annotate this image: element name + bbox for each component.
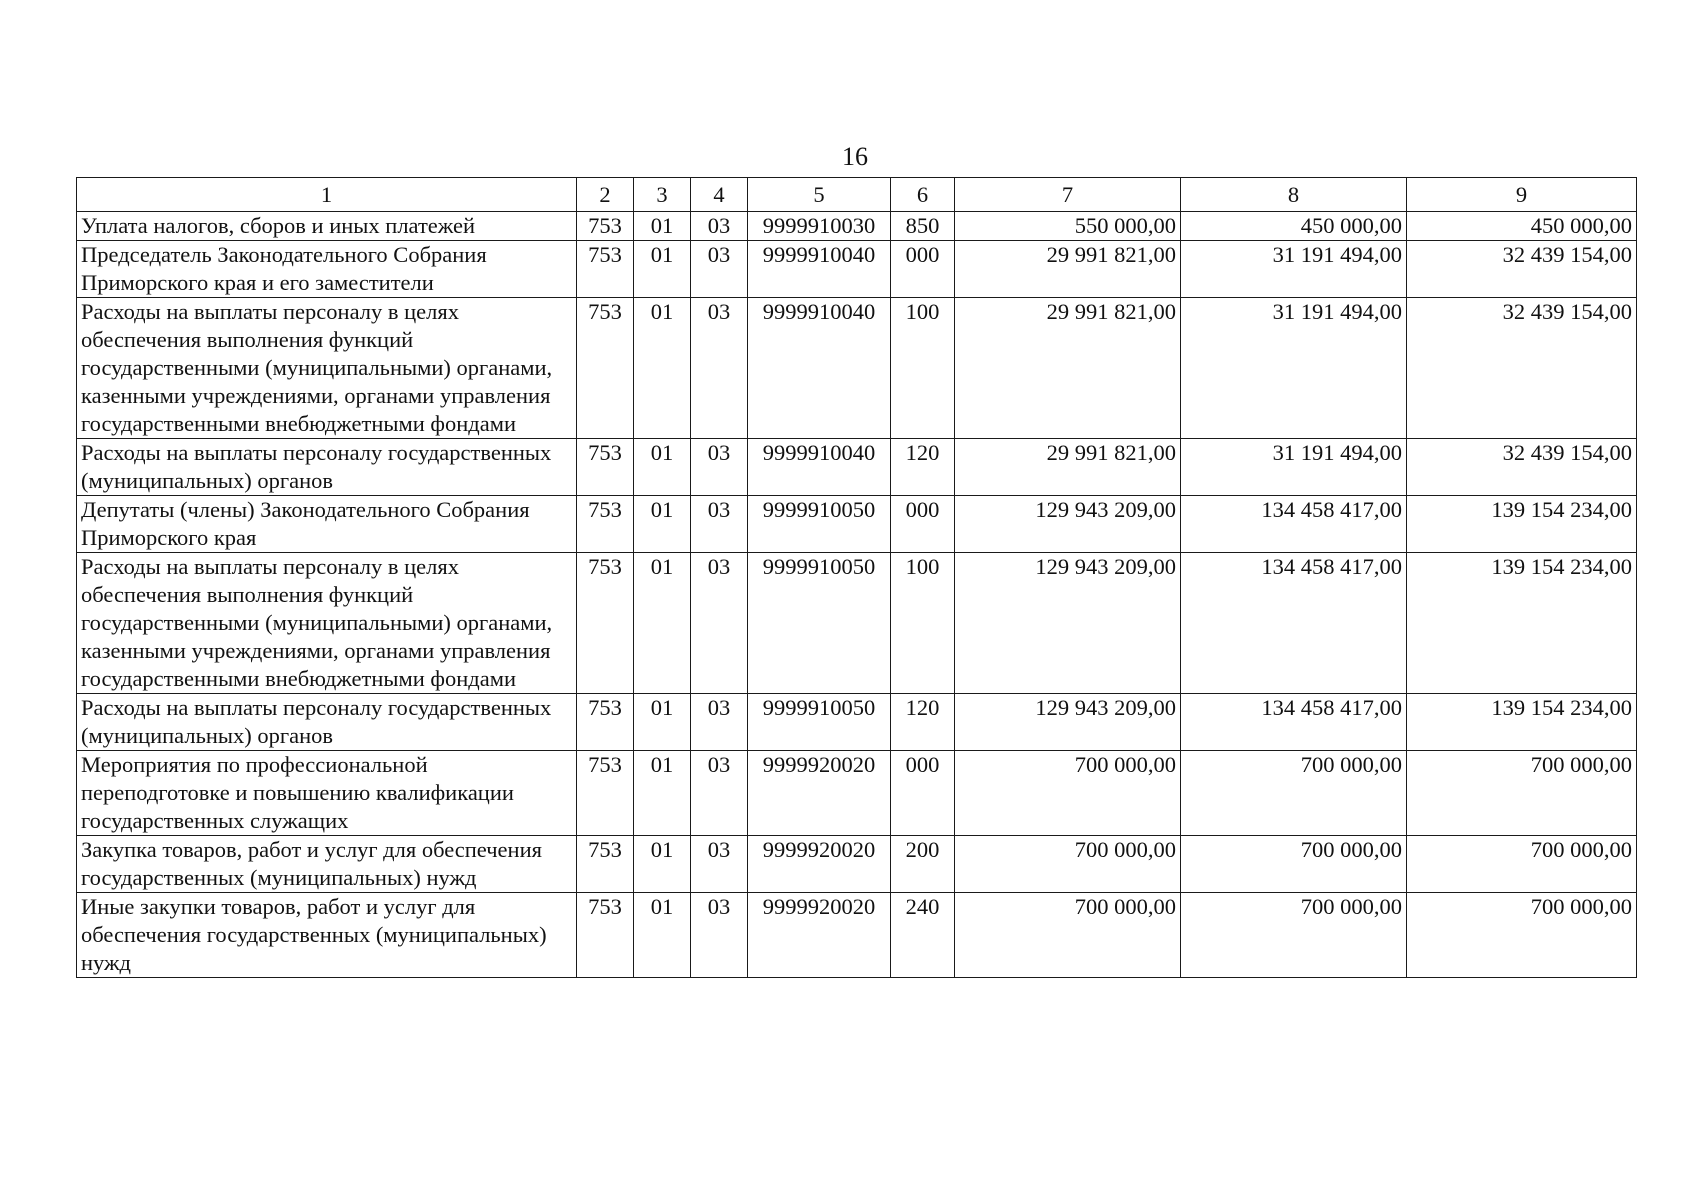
amount-cell: 31 191 494,00 bbox=[1181, 241, 1407, 298]
code-cell: 03 bbox=[691, 298, 748, 439]
amount-cell: 700 000,00 bbox=[1181, 751, 1407, 836]
amount-cell: 32 439 154,00 bbox=[1407, 298, 1637, 439]
code-cell: 9999910050 bbox=[748, 496, 891, 553]
amount-cell: 700 000,00 bbox=[1407, 751, 1637, 836]
code-cell: 000 bbox=[891, 496, 955, 553]
table-row bbox=[77, 694, 1637, 751]
code-cell: 753 bbox=[577, 212, 634, 241]
code-cell: 753 bbox=[577, 694, 634, 751]
code-cell: 9999910050 bbox=[748, 553, 891, 694]
amount-cell: 700 000,00 bbox=[955, 751, 1181, 836]
code-cell: 753 bbox=[577, 553, 634, 694]
table-row bbox=[77, 836, 1637, 893]
amount-cell: 700 000,00 bbox=[955, 893, 1181, 978]
row-name-cell: Мероприятия по профессиональной переподготовке и повышению квалификации государственных служащих bbox=[77, 751, 577, 836]
code-cell: 000 bbox=[891, 751, 955, 836]
column-header: 6 bbox=[891, 178, 955, 212]
amount-cell: 700 000,00 bbox=[1407, 836, 1637, 893]
code-cell: 01 bbox=[634, 893, 691, 978]
code-cell: 01 bbox=[634, 836, 691, 893]
amount-cell: 31 191 494,00 bbox=[1181, 298, 1407, 439]
code-cell: 240 bbox=[891, 893, 955, 978]
amount-cell: 29 991 821,00 bbox=[955, 298, 1181, 439]
amount-cell: 450 000,00 bbox=[1407, 212, 1637, 241]
amount-cell: 129 943 209,00 bbox=[955, 496, 1181, 553]
amount-cell: 700 000,00 bbox=[1181, 836, 1407, 893]
amount-cell: 134 458 417,00 bbox=[1181, 553, 1407, 694]
row-name-cell: Иные закупки товаров, работ и услуг для обеспечения государственных (муниципальных) нужд bbox=[77, 893, 577, 978]
row-name-cell: Расходы на выплаты персоналу в целях обеспечения выполнения функций государственными (муниципальными) органами, казенными учреждениями, органами управления государственными внебюджетными фондами bbox=[77, 553, 577, 694]
row-name-cell: Расходы на выплаты персоналу государственных (муниципальных) органов bbox=[77, 439, 577, 496]
code-cell: 01 bbox=[634, 439, 691, 496]
amount-cell: 700 000,00 bbox=[1407, 893, 1637, 978]
table-row bbox=[77, 751, 1637, 836]
table-row bbox=[77, 553, 1637, 694]
row-name-cell: Закупка товаров, работ и услуг для обеспечения государственных (муниципальных) нужд bbox=[77, 836, 577, 893]
code-cell: 753 bbox=[577, 439, 634, 496]
amount-cell: 550 000,00 bbox=[955, 212, 1181, 241]
row-name-cell: Расходы на выплаты персоналу государственных (муниципальных) органов bbox=[77, 694, 577, 751]
amount-cell: 700 000,00 bbox=[1181, 893, 1407, 978]
table-row bbox=[77, 496, 1637, 553]
column-header: 8 bbox=[1181, 178, 1407, 212]
row-name-cell: Расходы на выплаты персоналу в целях обеспечения выполнения функций государственными (муниципальными) органами, казенными учреждениями, органами управления государственными внебюджетными фондами bbox=[77, 298, 577, 439]
amount-cell: 134 458 417,00 bbox=[1181, 694, 1407, 751]
code-cell: 03 bbox=[691, 553, 748, 694]
code-cell: 01 bbox=[634, 553, 691, 694]
code-cell: 753 bbox=[577, 496, 634, 553]
code-cell: 753 bbox=[577, 836, 634, 893]
code-cell: 120 bbox=[891, 439, 955, 496]
code-cell: 03 bbox=[691, 241, 748, 298]
code-cell: 753 bbox=[577, 751, 634, 836]
code-cell: 01 bbox=[634, 212, 691, 241]
row-name-cell: Уплата налогов, сборов и иных платежей bbox=[77, 212, 577, 241]
code-cell: 000 bbox=[891, 241, 955, 298]
code-cell: 753 bbox=[577, 241, 634, 298]
code-cell: 9999910040 bbox=[748, 241, 891, 298]
code-cell: 100 bbox=[891, 553, 955, 694]
amount-cell: 139 154 234,00 bbox=[1407, 694, 1637, 751]
amount-cell: 32 439 154,00 bbox=[1407, 439, 1637, 496]
code-cell: 120 bbox=[891, 694, 955, 751]
amount-cell: 31 191 494,00 bbox=[1181, 439, 1407, 496]
code-cell: 9999920020 bbox=[748, 893, 891, 978]
code-cell: 03 bbox=[691, 751, 748, 836]
table-row bbox=[77, 241, 1637, 298]
page-number: 16 bbox=[842, 142, 868, 171]
code-cell: 03 bbox=[691, 496, 748, 553]
code-cell: 9999910030 bbox=[748, 212, 891, 241]
amount-cell: 139 154 234,00 bbox=[1407, 553, 1637, 694]
code-cell: 9999910040 bbox=[748, 439, 891, 496]
amount-cell: 129 943 209,00 bbox=[955, 694, 1181, 751]
code-cell: 100 bbox=[891, 298, 955, 439]
code-cell: 9999920020 bbox=[748, 836, 891, 893]
code-cell: 01 bbox=[634, 241, 691, 298]
budget-table bbox=[76, 177, 1637, 978]
code-cell: 01 bbox=[634, 694, 691, 751]
column-header: 4 bbox=[691, 178, 748, 212]
amount-cell: 29 991 821,00 bbox=[955, 439, 1181, 496]
table-row bbox=[77, 893, 1637, 978]
column-header: 1 bbox=[77, 178, 577, 212]
code-cell: 03 bbox=[691, 694, 748, 751]
amount-cell: 129 943 209,00 bbox=[955, 553, 1181, 694]
code-cell: 200 bbox=[891, 836, 955, 893]
column-header: 9 bbox=[1407, 178, 1637, 212]
code-cell: 03 bbox=[691, 893, 748, 978]
column-header: 3 bbox=[634, 178, 691, 212]
table-row bbox=[77, 298, 1637, 439]
code-cell: 01 bbox=[634, 496, 691, 553]
amount-cell: 139 154 234,00 bbox=[1407, 496, 1637, 553]
column-header: 2 bbox=[577, 178, 634, 212]
code-cell: 850 bbox=[891, 212, 955, 241]
table-row bbox=[77, 439, 1637, 496]
code-cell: 01 bbox=[634, 298, 691, 439]
amount-cell: 29 991 821,00 bbox=[955, 241, 1181, 298]
amount-cell: 700 000,00 bbox=[955, 836, 1181, 893]
row-name-cell: Депутаты (члены) Законодательного Собрания Приморского края bbox=[77, 496, 577, 553]
amount-cell: 450 000,00 bbox=[1181, 212, 1407, 241]
amount-cell: 32 439 154,00 bbox=[1407, 241, 1637, 298]
table-row bbox=[77, 212, 1637, 241]
code-cell: 03 bbox=[691, 439, 748, 496]
column-header: 7 bbox=[955, 178, 1181, 212]
header-row bbox=[77, 178, 1637, 212]
column-header: 5 bbox=[748, 178, 891, 212]
code-cell: 03 bbox=[691, 212, 748, 241]
code-cell: 01 bbox=[634, 751, 691, 836]
code-cell: 9999920020 bbox=[748, 751, 891, 836]
code-cell: 9999910050 bbox=[748, 694, 891, 751]
code-cell: 9999910040 bbox=[748, 298, 891, 439]
amount-cell: 134 458 417,00 bbox=[1181, 496, 1407, 553]
row-name-cell: Председатель Законодательного Собрания Приморского края и его заместители bbox=[77, 241, 577, 298]
code-cell: 753 bbox=[577, 893, 634, 978]
code-cell: 753 bbox=[577, 298, 634, 439]
code-cell: 03 bbox=[691, 836, 748, 893]
